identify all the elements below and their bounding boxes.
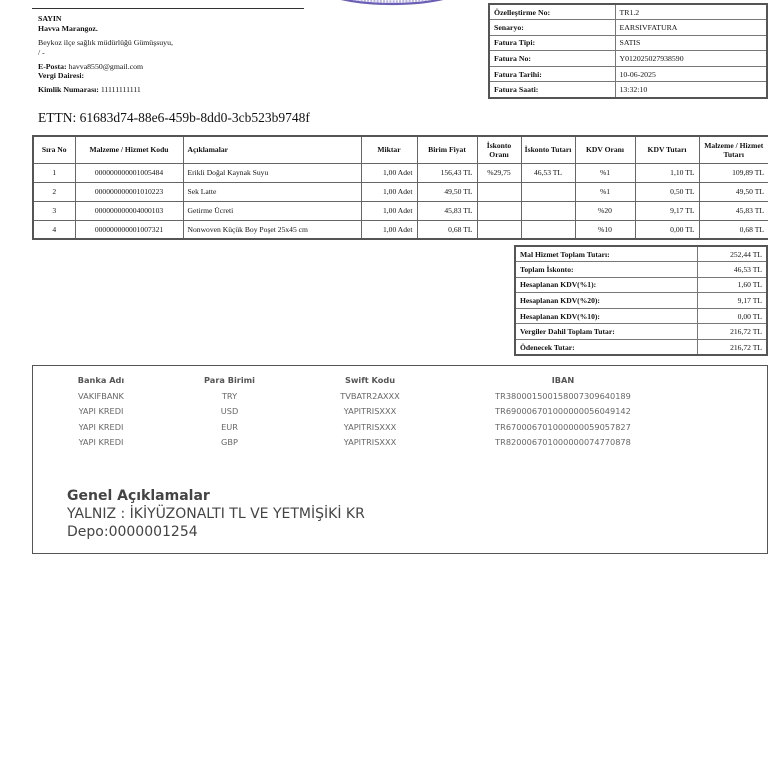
bank-header-row: [45, 372, 688, 388]
cell-vat-rate: %10: [575, 220, 635, 239]
info-label: Fatura Saati:: [489, 82, 615, 98]
buyer-email: havva8550@gmail.com: [68, 61, 144, 71]
totals-label: Hesaplanan KDV(%1):: [515, 277, 697, 293]
invoice-info-table: [488, 3, 768, 99]
bank-currency: USD: [220, 406, 239, 417]
header-sira-no: Sıra No: [33, 136, 75, 163]
cell-code: 000000000001005484: [75, 163, 183, 182]
bank-swift: YAPITRISXXX: [343, 406, 397, 417]
id-label: Kimlik Numarası:: [38, 85, 99, 95]
header-swift-kodu: Swift Kodu: [344, 375, 396, 385]
header-kdv-orani: KDV Oranı: [575, 136, 635, 163]
totals-row: [515, 340, 767, 356]
cell-line-total: 0,68 TL: [699, 220, 768, 239]
totals-value: 252,44 TL: [697, 246, 767, 262]
stamp-seal: [308, 0, 476, 16]
table-row: [33, 182, 768, 201]
cell-vat-amount: 0,50 TL: [635, 182, 699, 201]
bank-iban: TR820006701000000074770878: [495, 437, 631, 448]
cell-line-total: 49,50 TL: [699, 182, 768, 201]
totals-label: Hesaplanan KDV(%10):: [515, 308, 697, 324]
table-row: [45, 435, 688, 451]
cell-discount-rate: [477, 220, 521, 239]
info-value: TR1.2: [615, 4, 767, 20]
cell-discount-rate: [477, 201, 521, 220]
totals-row: [515, 293, 767, 309]
ettn: ETTN: 61683d74-88e6-459b-8dd0-3cb523b9748f: [38, 110, 310, 125]
depot-code: Depo:0000001254: [67, 524, 198, 540]
items-header-row: [33, 136, 768, 163]
cell-vat-rate: %1: [575, 163, 635, 182]
cell-line-total: 45,83 TL: [699, 201, 768, 220]
bank-name: YAPI KREDI: [78, 421, 124, 432]
bank-swift: YAPITRISXXX: [343, 421, 397, 432]
cell-desc: Getirme Ücreti: [183, 201, 361, 220]
info-label: Fatura No:: [489, 51, 615, 67]
totals-value: 46,53 TL: [697, 262, 767, 278]
info-value: 13:32:10: [615, 82, 767, 98]
header-iskonto-tutari: İskonto Tutarı: [521, 136, 575, 163]
header-iskonto-orani: İskonto Oranı: [477, 136, 521, 163]
general-notes: [67, 487, 365, 541]
cell-vat-amount: 9,17 TL: [635, 201, 699, 220]
totals-label: Mal Hizmet Toplam Tutarı:: [515, 246, 697, 262]
bank-swift: TVBATR2AXXX: [340, 390, 400, 401]
cell-vat-amount: 0,00 TL: [635, 220, 699, 239]
cell-discount-amount: 46,53 TL: [521, 163, 575, 182]
cell-qty: 1,00 Adet: [361, 201, 417, 220]
table-row: [45, 388, 688, 404]
totals-value: 1,60 TL: [697, 277, 767, 293]
cell-discount-amount: [521, 220, 575, 239]
totals-value: 0,00 TL: [697, 308, 767, 324]
cell-desc: Nonwoven Küçük Boy Poşet 25x45 cm: [183, 220, 361, 239]
bank-currency: TRY: [221, 390, 238, 401]
bank-name: YAPI KREDI: [78, 406, 124, 417]
totals-label: Ödenecek Tutar:: [515, 340, 697, 356]
bank-name: YAPI KREDI: [78, 437, 124, 448]
cell-code: 000000000001010223: [75, 182, 183, 201]
totals-value: 216,72 TL: [697, 324, 767, 340]
cell-sira: 3: [33, 201, 75, 220]
info-row: [489, 82, 767, 98]
cell-desc: Erikli Doğal Kaynak Suyu: [183, 163, 361, 182]
cell-vat-rate: %1: [575, 182, 635, 201]
cell-qty: 1,00 Adet: [361, 182, 417, 201]
cell-desc: Sek Latte: [183, 182, 361, 201]
cell-qty: 1,00 Adet: [361, 220, 417, 239]
email-label: E-Posta:: [38, 61, 67, 71]
header-hizmet-kodu: Malzeme / Hizmet Kodu: [75, 136, 183, 163]
totals-value: 216,72 TL: [697, 340, 767, 356]
buyer-salutation: SAYIN: [38, 14, 62, 23]
info-value: EARSIVFATURA: [615, 20, 767, 36]
header-kdv-tutari: KDV Tutarı: [635, 136, 699, 163]
notes-title: Genel Açıklamalar: [67, 488, 210, 504]
header-miktar: Miktar: [361, 136, 417, 163]
cell-code: 000000000001007321: [75, 220, 183, 239]
buyer-name: Havva Marangoz.: [38, 23, 98, 33]
table-row: [33, 220, 768, 239]
totals-row: [515, 308, 767, 324]
items-table: [32, 135, 768, 240]
bank-iban: TR380001500158007309640189: [495, 390, 631, 401]
totals-value: 9,17 TL: [697, 293, 767, 309]
bank-table: [45, 372, 688, 450]
info-row: [489, 66, 767, 82]
table-row: [33, 163, 768, 182]
table-row: [45, 404, 688, 420]
bank-currency: GBP: [221, 437, 238, 448]
cell-vat-amount: 1,10 TL: [635, 163, 699, 182]
buyer-address: Beykoz ilçe sağlık müdürlüğü Gümüşsuyu,: [38, 37, 173, 47]
table-row: [33, 201, 768, 220]
info-label: Fatura Tipi:: [489, 35, 615, 51]
buyer-id-row: [38, 85, 173, 95]
totals-label: Hesaplanan KDV(%20):: [515, 293, 697, 309]
bank-notes-box: [32, 365, 768, 554]
info-row: [489, 4, 767, 20]
info-label: Fatura Tarihi:: [489, 66, 615, 82]
info-row: [489, 20, 767, 36]
header-iban: IBAN: [551, 375, 575, 385]
top-rule: [32, 8, 304, 9]
cell-discount-amount: [521, 182, 575, 201]
header-birim-fiyat: Birim Fiyat: [417, 136, 477, 163]
header-hizmet-tutari: Malzeme / Hizmet Tutarı: [699, 136, 768, 163]
bank-name: VAKIFBANK: [78, 390, 124, 401]
bank-swift: YAPITRISXXX: [343, 437, 397, 448]
buyer-block: [38, 14, 173, 95]
cell-vat-rate: %20: [575, 201, 635, 220]
buyer-address-line2: / -: [38, 47, 45, 57]
cell-sira: 1: [33, 163, 75, 182]
header-aciklamalar: Açıklamalar: [183, 136, 361, 163]
cell-unit-price: 49,50 TL: [417, 182, 477, 201]
info-row: [489, 51, 767, 67]
amount-in-words: YALNIZ : İKİYÜZONALTI TL VE YETMİŞİKİ KR: [67, 506, 365, 522]
cell-discount-rate: [477, 182, 521, 201]
cell-sira: 2: [33, 182, 75, 201]
info-value: 10-06-2025: [615, 66, 767, 82]
buyer-id-number: 11111111111: [100, 85, 141, 95]
tax-office-label: Vergi Dairesi:: [38, 71, 85, 81]
totals-table: [514, 245, 768, 356]
totals-row: [515, 324, 767, 340]
totals-row: [515, 262, 767, 278]
cell-discount-rate: %29,75: [477, 163, 521, 182]
info-value: SATIS: [615, 35, 767, 51]
cell-unit-price: 156,43 TL: [417, 163, 477, 182]
info-label: Özelleştirme No:: [489, 4, 615, 20]
header-para-birimi: Para Birimi: [204, 375, 255, 385]
buyer-email-row: [38, 62, 173, 72]
info-row: [489, 35, 767, 51]
cell-discount-amount: [521, 201, 575, 220]
table-row: [45, 419, 688, 435]
cell-unit-price: 45,83 TL: [417, 201, 477, 220]
cell-line-total: 109,89 TL: [699, 163, 768, 182]
cell-sira: 4: [33, 220, 75, 239]
totals-row: [515, 246, 767, 262]
cell-unit-price: 0,68 TL: [417, 220, 477, 239]
cell-qty: 1,00 Adet: [361, 163, 417, 182]
totals-row: [515, 277, 767, 293]
bank-iban: TR670006701000000059057827: [495, 421, 631, 432]
cell-code: 000000000004000103: [75, 201, 183, 220]
bank-currency: EUR: [221, 421, 238, 432]
bank-iban: TR690006701000000056049142: [495, 406, 631, 417]
info-label: Senaryo:: [489, 20, 615, 36]
totals-label: Toplam İskonto:: [515, 262, 697, 278]
info-value: Y012025027938590: [615, 51, 767, 67]
totals-label: Vergiler Dahil Toplam Tutar:: [515, 324, 697, 340]
header-banka-adi: Banka Adı: [77, 375, 125, 385]
